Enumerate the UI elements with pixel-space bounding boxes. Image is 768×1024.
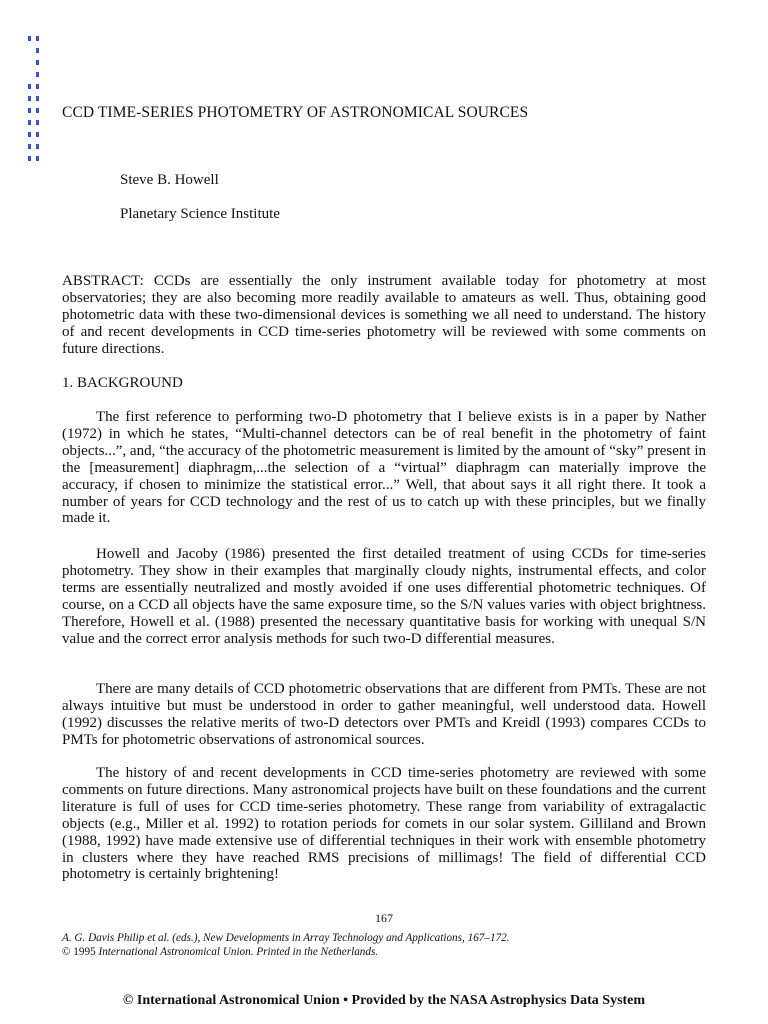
margin-dash (36, 48, 39, 53)
margin-dash (28, 156, 31, 161)
author-affiliation: Planetary Science Institute (120, 206, 280, 222)
copyright-text: International Astronomical Union. Printed in the Netherlands. (98, 946, 379, 958)
footnote-copyright (62, 946, 378, 958)
page-number: 167 (375, 911, 393, 925)
margin-dash (36, 72, 39, 77)
body-paragraph: The first reference to performing two-D photometry that I believe exists is in a paper by Nather (1972) in which he states, “Multi-channel detectors can be of real benefit in the photometry of faint objects...”, and, “the accuracy of the photometric measurement is limited by the amount of “sky” present in the [measurement] diaphragm,...the selection of a “virtual” diaphragm can materially improve the accuracy, if chosen to minimize the statistical error...” Well, that about says it all right there. It took a number of years for CCD technology and the rest of us to catch up with these principles, but we finally made it. (62, 409, 706, 527)
margin-dash (36, 96, 39, 101)
margin-dash (28, 120, 31, 125)
margin-dash (28, 84, 31, 89)
margin-marks (28, 36, 40, 162)
margin-dash (36, 36, 39, 41)
margin-dash (36, 60, 39, 65)
section-heading: 1. BACKGROUND (62, 375, 183, 391)
margin-dash (36, 156, 39, 161)
paper-title: CCD TIME-SERIES PHOTOMETRY OF ASTRONOMICAL SOURCES (62, 104, 529, 121)
margin-dash (36, 144, 39, 149)
abstract: ABSTRACT: CCDs are essentially the only instrument available today for photometry at most observatories; they are also becoming more readily available to amateurs as well. Thus, obtaining good photometric data with these two-dimensional devices is something we all need to understand. The history of and recent developments in CCD time-series photometry will be reviewed with some comments on future directions. (62, 273, 706, 357)
copyright-year: © 1995 (62, 946, 99, 958)
margin-dash (28, 132, 31, 137)
body-paragraph: There are many details of CCD photometric observations that are different from PMTs. These are not always intuitive but must be understood in order to gather meaningful, well understood data. Howell (1992) discusses the relative merits of two-D detectors over PMTs and Kreidl (1993) compares CCDs to PMTs for photometric observations of astronomical sources. (62, 681, 706, 748)
margin-dash (28, 36, 31, 41)
margin-dash (36, 120, 39, 125)
margin-dash (28, 96, 31, 101)
body-paragraph: The history of and recent developments in CCD time-series photometry are reviewed with some comments on future directions. Many astronomical projects have built on these foundations and the current literature is full of uses for CCD time-series photometry. These range from variability of extragalactic objects (e.g., Miller et al. 1992) to rotation periods for comets in our solar system. Gilliland and Brown (1988, 1992) have made extensive use of differential techniques in their work with ensemble photometry in clusters where they have reached RMS precisions of millimags! The field of differential CCD photometry is certainly brightening! (62, 765, 706, 883)
margin-dash (36, 132, 39, 137)
body-paragraph: Howell and Jacoby (1986) presented the first detailed treatment of using CCDs for time-series photometry. They show in their examples that marginally cloudy nights, instrumental effects, and color terms are essentially neutralized and mostly avoided if one uses differential photometric techniques. Of course, on a CCD all objects have the same exposure time, so the S/N values varies with object brightness. Therefore, Howell et al. (1988) presented the necessary quantitative basis for working with unequal S/N value and the correct error analysis methods for such two-D differential measures. (62, 546, 706, 647)
margin-dash (28, 144, 31, 149)
margin-dash (36, 84, 39, 89)
ads-banner: © International Astronomical Union • Provided by the NASA Astrophysics Data System (122, 993, 646, 1008)
footnote-citation: A. G. Davis Philip et al. (eds.), New Developments in Array Technology and Applications, 167–172. (62, 932, 510, 944)
margin-dash (36, 108, 39, 113)
margin-dash (28, 108, 31, 113)
author-name: Steve B. Howell (120, 172, 219, 188)
